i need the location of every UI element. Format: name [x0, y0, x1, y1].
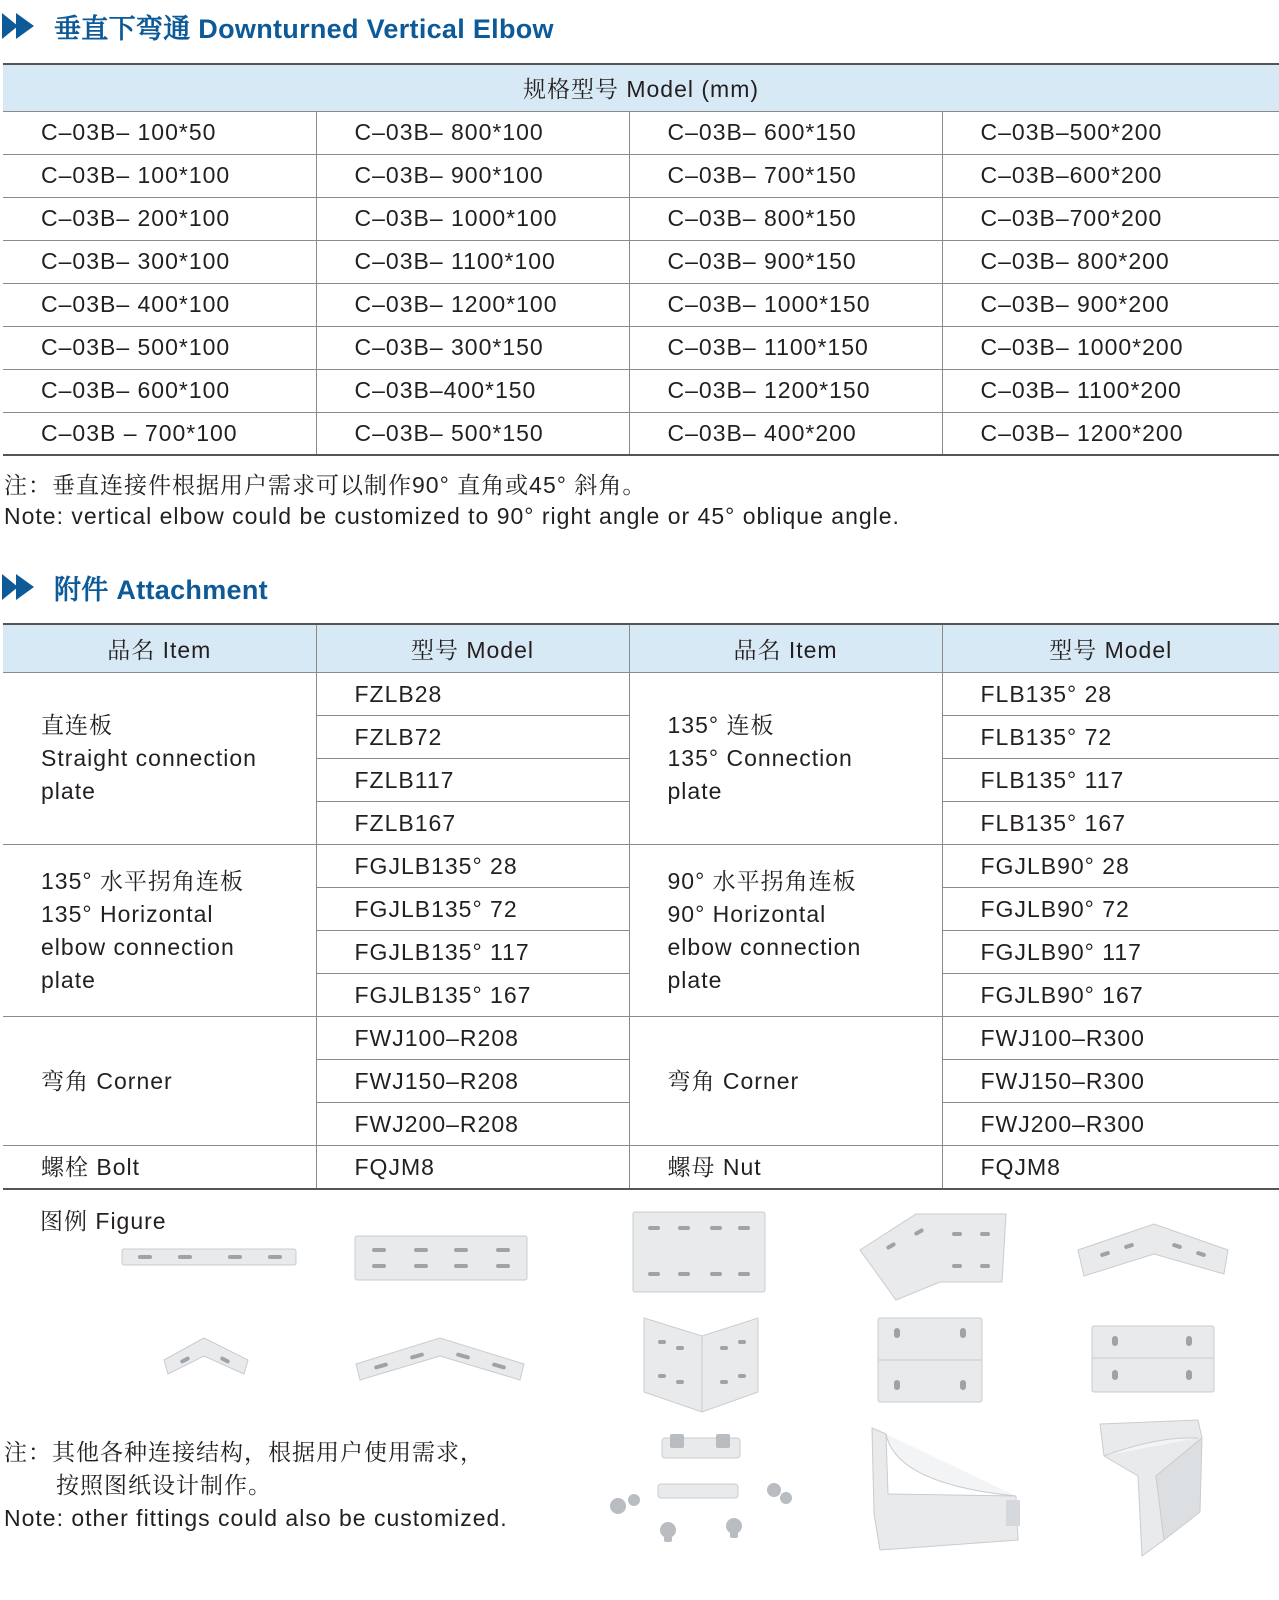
item-name-line: 135° 水平拐角连板 [41, 867, 244, 894]
model-cell: FQJM8 [316, 1146, 629, 1190]
model-cell: FWJ200–R300 [942, 1103, 1279, 1146]
table-row [3, 1146, 1279, 1190]
figure-label: 图例 Figure [40, 1208, 167, 1234]
attachment-note-cn-line2: 按照图纸设计制作。 [56, 1472, 272, 1498]
model-cell: FWJ200–R208 [316, 1103, 629, 1146]
model-cell: FLB135° 167 [942, 802, 1279, 845]
item-name-line: plate [667, 778, 723, 804]
double-arrow-icon [2, 13, 38, 39]
model-cell: FZLB117 [316, 759, 629, 802]
straight-plate-small-figure [120, 1246, 300, 1270]
model-cell: C–03B– 1200*150 [629, 369, 942, 412]
item-name-line: 螺母 Nut [667, 1153, 762, 1180]
model-cell: FWJ100–R300 [942, 1017, 1279, 1060]
model-cell: FWJ150–R208 [316, 1060, 629, 1103]
model-cell: C–03B– 400*100 [3, 283, 316, 326]
l-bracket-figure [874, 1314, 986, 1406]
model-cell: C–03B– 500*150 [316, 412, 629, 455]
model-cell: C–03B–500*200 [942, 111, 1279, 154]
model-cell: FWJ100–R208 [316, 1017, 629, 1060]
double-arrow-icon [2, 574, 38, 600]
model-cell: C–03B– 900*150 [629, 240, 942, 283]
model-cell: C–03B – 700*100 [3, 412, 316, 455]
attachment-note-en: Note: other fittings could also be customized. [4, 1505, 508, 1531]
model-cell: C–03B– 1100*200 [942, 369, 1279, 412]
model-cell: C–03B– 1100*150 [629, 326, 942, 369]
model-cell: FGJLB135° 72 [316, 888, 629, 931]
model-cell: C–03B– 100*50 [3, 111, 316, 154]
model-cell: C–03B–700*200 [942, 197, 1279, 240]
model-cell: C–03B–400*150 [316, 369, 629, 412]
model-table-header: 规格型号 Model (mm) [3, 64, 1279, 111]
straight-plate-wide-figure [352, 1234, 532, 1284]
model-cell: C–03B– 600*100 [3, 369, 316, 412]
model-cell: FGJLB90° 28 [942, 845, 1279, 888]
elbow-note [4, 470, 900, 532]
table-row [3, 326, 1279, 369]
item-name-line: 135° 连板 [667, 712, 775, 738]
attachment-note-cn-line1: 注：其他各种连接结构，根据用户使用需求， [4, 1439, 484, 1465]
item-name-cell [3, 1017, 316, 1146]
elbow-connector-long-figure [352, 1334, 528, 1384]
model-cell: FGJLB90° 72 [942, 888, 1279, 931]
item-name-cell [3, 845, 316, 1017]
model-cell: C–03B– 800*150 [629, 197, 942, 240]
l-bracket-wide-figure [1088, 1322, 1218, 1396]
attachment-note [4, 1436, 508, 1535]
corner-elbow-r208-figure [866, 1424, 1028, 1554]
model-cell: FWJ150–R300 [942, 1060, 1279, 1103]
elbow-connector-small-figure [160, 1334, 252, 1378]
model-cell: C–03B– 1000*200 [942, 326, 1279, 369]
item-name-line: plate [667, 966, 723, 993]
item-name-line: Straight connection [41, 745, 257, 771]
section-title-text: 垂直下弯通 Downturned Vertical Elbow [54, 13, 554, 44]
model-cell: C–03B– 500*100 [3, 326, 316, 369]
model-cell: FLB135° 72 [942, 716, 1279, 759]
section-title-attachment [0, 567, 268, 607]
table-row [3, 197, 1279, 240]
item-name-line: 弯角 Corner [41, 1067, 173, 1094]
col-header-model: 型号 Model [316, 624, 629, 673]
table-row [3, 369, 1279, 412]
elbow-note-cn: 注：垂直连接件根据用户需求可以制作90° 直角或45° 斜角。 [4, 472, 647, 498]
col-header-item: 品名 Item [629, 624, 942, 673]
model-cell: C–03B– 200*100 [3, 197, 316, 240]
model-cell: FLB135° 28 [942, 673, 1279, 716]
model-cell: C–03B– 400*200 [629, 412, 942, 455]
model-cell: C–03B– 1200*200 [942, 412, 1279, 455]
model-cell: FGJLB90° 117 [942, 931, 1279, 974]
table-row [3, 1017, 1279, 1060]
model-cell: C–03B–600*200 [942, 154, 1279, 197]
model-cell: C–03B– 300*150 [316, 326, 629, 369]
model-cell: FZLB28 [316, 673, 629, 716]
item-name-line: 135° Horizontal [41, 900, 214, 927]
table-row [3, 240, 1279, 283]
model-cell: FQJM8 [942, 1146, 1279, 1190]
model-cell: C–03B– 800*200 [942, 240, 1279, 283]
attachment-table [3, 623, 1279, 1190]
item-name-line: plate [41, 966, 96, 993]
table-row [3, 283, 1279, 326]
item-name-line: 90° Horizontal [667, 900, 827, 927]
model-cell: FGJLB90° 167 [942, 974, 1279, 1017]
corner-bracket-figure [640, 1312, 762, 1416]
model-cell: C–03B– 1000*100 [316, 197, 629, 240]
section-title-text: 附件 Attachment [54, 574, 268, 605]
item-name-line: 螺栓 Bolt [41, 1153, 141, 1180]
angled-plate-90-figure [1074, 1220, 1234, 1284]
item-name-line: 135° Connection [667, 745, 853, 771]
item-name-line: 弯角 Corner [667, 1067, 800, 1094]
model-cell: C–03B– 900*100 [316, 154, 629, 197]
model-cell: C–03B– 600*150 [629, 111, 942, 154]
item-name-cell [3, 673, 316, 845]
model-cell: C–03B– 1100*100 [316, 240, 629, 283]
angled-plate-135-figure [856, 1210, 1012, 1302]
item-name-cell [629, 1017, 942, 1146]
model-cell: FZLB167 [316, 802, 629, 845]
table-row [3, 111, 1279, 154]
bolt-nut-set-figure [604, 1434, 800, 1548]
model-cell: C–03B– 900*200 [942, 283, 1279, 326]
item-name-cell [629, 1146, 942, 1190]
model-cell: FGJLB135° 28 [316, 845, 629, 888]
item-name-line: 直连板 [41, 712, 113, 738]
model-cell: FZLB72 [316, 716, 629, 759]
model-cell: FGJLB135° 167 [316, 974, 629, 1017]
table-row [3, 845, 1279, 888]
elbow-note-en: Note: vertical elbow could be customized to 90° right angle or 45° oblique angle. [4, 503, 900, 529]
item-name-line: elbow connection [41, 933, 235, 960]
model-cell: C–03B– 1000*150 [629, 283, 942, 326]
model-cell: C–03B– 1200*100 [316, 283, 629, 326]
table-row [3, 154, 1279, 197]
model-cell: FGJLB135° 117 [316, 931, 629, 974]
item-name-cell [629, 845, 942, 1017]
square-plate-figure [630, 1210, 770, 1294]
model-cell: C–03B– 100*100 [3, 154, 316, 197]
item-name-line: elbow connection [667, 933, 862, 960]
model-cell: C–03B– 300*100 [3, 240, 316, 283]
table-row [3, 412, 1279, 455]
item-name-cell [629, 673, 942, 845]
col-header-item: 品名 Item [3, 624, 316, 673]
item-name-line: plate [41, 778, 96, 804]
model-cell: C–03B– 700*150 [629, 154, 942, 197]
col-header-model: 型号 Model [942, 624, 1279, 673]
item-name-cell [3, 1146, 316, 1190]
corner-elbow-r300-figure [1094, 1416, 1208, 1558]
model-cell: C–03B– 800*100 [316, 111, 629, 154]
model-table [3, 63, 1279, 456]
section-title-elbow [0, 6, 554, 46]
table-row [3, 673, 1279, 716]
item-name-line: 90° 水平拐角连板 [667, 867, 857, 894]
model-cell: FLB135° 117 [942, 759, 1279, 802]
